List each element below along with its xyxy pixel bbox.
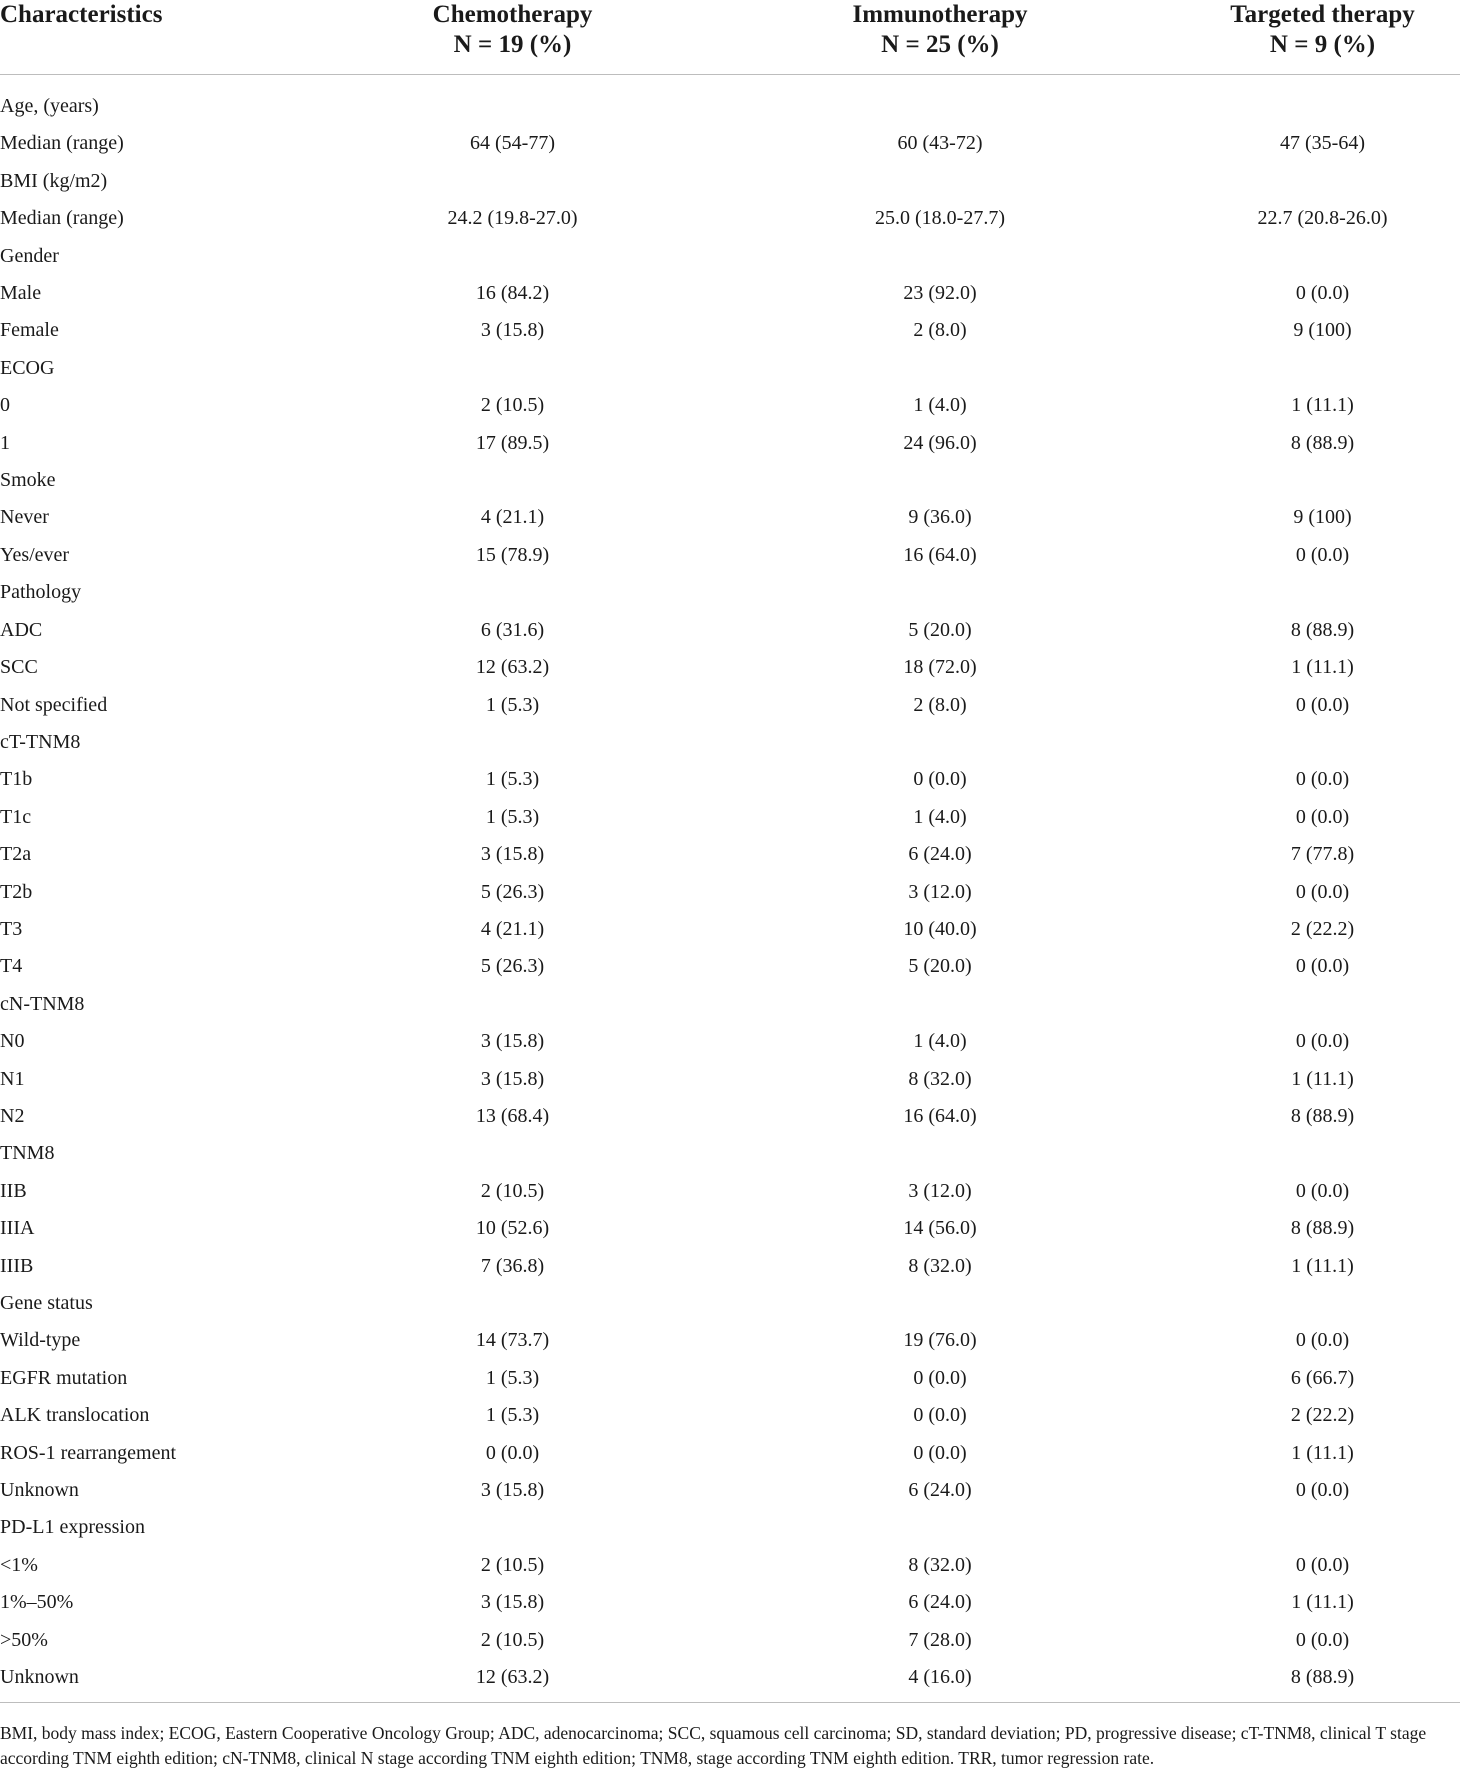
immunotherapy-value: 8 (32.0) [908, 1254, 972, 1277]
table-row [0, 1435, 1460, 1472]
table-row [0, 125, 1460, 162]
table-body [0, 75, 1460, 1703]
chemotherapy-value: 4 (21.1) [480, 917, 545, 940]
immunotherapy-value: 0 (0.0) [913, 768, 967, 791]
immunotherapy-value: 5 (20.0) [908, 618, 972, 641]
chemotherapy-value [330, 163, 695, 200]
table-row [0, 1285, 1460, 1322]
table-row [0, 275, 1460, 312]
immunotherapy-value: 8 (32.0) [908, 1067, 972, 1090]
chemotherapy-value: 64 (54-77) [470, 132, 555, 155]
chemotherapy-value [330, 75, 695, 126]
immunotherapy-value: 6 (24.0) [908, 1479, 972, 1502]
table-row [0, 1322, 1460, 1359]
table-row [0, 1397, 1460, 1434]
row-label: >50% [0, 1628, 48, 1651]
immunotherapy-value: 25.0 (18.0-27.7) [875, 207, 1005, 230]
chemotherapy-value: 15 (78.9) [475, 543, 550, 566]
row-label: cN-TNM8 [0, 992, 85, 1015]
row-label: T4 [0, 955, 23, 978]
table-row [0, 1547, 1460, 1584]
targeted-therapy-value: 8 (88.9) [1185, 1659, 1460, 1703]
immunotherapy-value [695, 462, 1185, 499]
immunotherapy-value: 6 (24.0) [908, 1591, 972, 1614]
targeted-therapy-value [1185, 75, 1460, 126]
table-row [0, 1659, 1460, 1703]
row-label: ALK translocation [0, 1404, 150, 1427]
chemotherapy-value: 4 (21.1) [480, 506, 545, 529]
immunotherapy-value: 0 (0.0) [913, 1404, 967, 1427]
row-label: Median (range) [0, 207, 124, 230]
header-targeted-therapy-count: N = 9 (%) [1269, 31, 1376, 58]
chemotherapy-value: 1 (5.3) [485, 1366, 540, 1389]
table-row [0, 986, 1460, 1023]
immunotherapy-value [695, 238, 1185, 275]
immunotherapy-value: 18 (72.0) [903, 656, 977, 679]
chemotherapy-value: 17 (89.5) [475, 431, 550, 454]
immunotherapy-value [695, 163, 1185, 200]
targeted-therapy-value [1185, 1285, 1460, 1322]
targeted-therapy-value: 2 (22.2) [1290, 1404, 1355, 1427]
header-immunotherapy-title: Immunotherapy [852, 1, 1028, 28]
targeted-therapy-value: 1 (11.1) [1291, 1441, 1354, 1464]
row-label: Male [0, 282, 42, 305]
targeted-therapy-value: 8 (88.9) [1290, 431, 1355, 454]
table-row [0, 799, 1460, 836]
table-row [0, 649, 1460, 686]
header-targeted-therapy [1185, 0, 1460, 75]
immunotherapy-value: 1 (4.0) [913, 394, 967, 417]
row-label: BMI (kg/m2) [0, 169, 108, 192]
targeted-therapy-value [1185, 350, 1460, 387]
targeted-therapy-value: 8 (88.9) [1290, 1104, 1355, 1127]
targeted-therapy-value: 9 (100) [1293, 319, 1352, 342]
row-label: T3 [0, 917, 23, 940]
row-label: Gender [0, 244, 59, 267]
header-targeted-therapy-title: Targeted therapy [1230, 1, 1415, 28]
targeted-therapy-value [1185, 574, 1460, 611]
immunotherapy-value: 16 (64.0) [903, 1104, 977, 1127]
row-label: <1% [0, 1553, 38, 1576]
targeted-therapy-value: 8 (88.9) [1290, 618, 1355, 641]
immunotherapy-value [695, 75, 1185, 126]
targeted-therapy-value: 8 (88.9) [1290, 1217, 1355, 1240]
targeted-therapy-value [1185, 163, 1460, 200]
row-label: SCC [0, 656, 38, 679]
chemotherapy-value [330, 1285, 695, 1322]
row-label: cT-TNM8 [0, 730, 81, 753]
row-label: ADC [0, 618, 43, 641]
row-label: EGFR mutation [0, 1366, 128, 1389]
row-label: IIIB [0, 1254, 34, 1277]
row-label: Age, (years) [0, 95, 99, 117]
chemotherapy-value [330, 1135, 695, 1172]
chemotherapy-value [330, 986, 695, 1023]
header-immunotherapy [695, 0, 1185, 75]
targeted-therapy-value: 6 (66.7) [1290, 1366, 1355, 1389]
row-label: N1 [0, 1067, 25, 1090]
chemotherapy-value: 1 (5.3) [485, 805, 540, 828]
chemotherapy-value: 7 (36.8) [480, 1254, 545, 1277]
table-row [0, 425, 1460, 462]
chemotherapy-value: 14 (73.7) [475, 1329, 550, 1352]
table-header [0, 0, 1460, 75]
immunotherapy-value [695, 1509, 1185, 1546]
immunotherapy-value: 9 (36.0) [908, 506, 972, 529]
row-label: Smoke [0, 469, 56, 492]
table-row [0, 537, 1460, 574]
header-chemotherapy [330, 0, 695, 75]
immunotherapy-value [695, 724, 1185, 761]
table-row [0, 874, 1460, 911]
chemotherapy-value: 24.2 (19.8-27.0) [447, 207, 578, 230]
header-row [0, 0, 1460, 75]
immunotherapy-value: 4 (16.0) [695, 1659, 1185, 1703]
targeted-therapy-value: 22.7 (20.8-26.0) [1257, 207, 1388, 230]
chemotherapy-value: 3 (15.8) [480, 1067, 545, 1090]
targeted-therapy-value: 0 (0.0) [1295, 880, 1350, 903]
immunotherapy-value: 60 (43-72) [897, 132, 983, 155]
row-label: Unknown [0, 1479, 79, 1502]
table-row [0, 1360, 1460, 1397]
row-label: TNM8 [0, 1142, 55, 1165]
row-label: 1 [0, 431, 10, 454]
chemotherapy-value: 1 (5.3) [485, 1404, 540, 1427]
immunotherapy-value: 0 (0.0) [913, 1366, 967, 1389]
row-label: Unknown [0, 1659, 330, 1703]
immunotherapy-value: 6 (24.0) [908, 843, 972, 866]
chemotherapy-value [330, 462, 695, 499]
immunotherapy-value: 2 (8.0) [913, 319, 967, 342]
row-label: T1c [0, 805, 32, 828]
row-label: Median (range) [0, 132, 124, 155]
immunotherapy-value: 1 (4.0) [913, 1030, 967, 1053]
chemotherapy-value: 2 (10.5) [480, 1628, 545, 1651]
row-label: PD-L1 expression [0, 1516, 145, 1539]
table-row [0, 387, 1460, 424]
table-row [0, 1023, 1460, 1060]
table-row [0, 1061, 1460, 1098]
targeted-therapy-value [1185, 462, 1460, 499]
targeted-therapy-value: 0 (0.0) [1295, 1553, 1350, 1576]
header-chemotherapy-count: N = 19 (%) [453, 31, 572, 58]
chemotherapy-value: 5 (26.3) [480, 880, 545, 903]
chemotherapy-value: 3 (15.8) [480, 1479, 545, 1502]
row-label: Gene status [0, 1292, 93, 1314]
chemotherapy-value: 3 (15.8) [480, 1030, 545, 1053]
table-row [0, 687, 1460, 724]
targeted-therapy-value: 47 (35-64) [1280, 132, 1365, 155]
table-row [0, 1584, 1460, 1621]
table-row [0, 1509, 1460, 1546]
table-row [0, 163, 1460, 200]
immunotherapy-value: 10 (40.0) [903, 917, 977, 940]
immunotherapy-value: 5 (20.0) [908, 955, 972, 978]
table-row [0, 1135, 1460, 1172]
targeted-therapy-value: 0 (0.0) [1295, 805, 1350, 828]
header-immunotherapy-count: N = 25 (%) [881, 31, 999, 58]
chemotherapy-value: 2 (10.5) [480, 1179, 545, 1202]
table-row [0, 200, 1460, 237]
table-row [0, 761, 1460, 798]
chemotherapy-value: 12 (63.2) [475, 656, 550, 679]
table-row [0, 499, 1460, 536]
row-label: N0 [0, 1030, 25, 1053]
targeted-therapy-value: 0 (0.0) [1295, 1628, 1350, 1651]
row-label: Female [0, 319, 59, 342]
row-label: T2b [0, 880, 33, 903]
targeted-therapy-value: 0 (0.0) [1295, 768, 1350, 791]
targeted-therapy-value [1185, 1135, 1460, 1172]
targeted-therapy-value: 0 (0.0) [1295, 1329, 1350, 1352]
immunotherapy-value: 1 (4.0) [913, 805, 967, 828]
immunotherapy-value: 8 (32.0) [908, 1553, 972, 1576]
table-footnote: BMI, body mass index; ECOG, Eastern Cooperative Oncology Group; ADC, adenocarcinoma; SCC, squamous cell carcinoma; SD, standard deviation; PD, progressive disease; cT-TNM8, clinical T stage according TNM eighth edition; cN-TNM8, clinical N stage according TNM eighth edition; TNM8, stage according TNM eighth edition. TRR, tumor regression rate. [0, 1723, 1427, 1768]
table-row [0, 574, 1460, 611]
immunotherapy-value: 3 (12.0) [908, 1179, 972, 1202]
targeted-therapy-value [1185, 724, 1460, 761]
chemotherapy-value: 3 (15.8) [480, 1591, 545, 1614]
chemotherapy-value: 1 (5.3) [485, 693, 540, 716]
targeted-therapy-value: 1 (11.1) [1291, 1591, 1354, 1614]
row-label: Never [0, 506, 49, 529]
table-row [0, 724, 1460, 761]
chemotherapy-value: 2 (10.5) [480, 394, 545, 417]
targeted-therapy-value [1185, 1509, 1460, 1546]
table-row [0, 1173, 1460, 1210]
chemotherapy-value: 2 (10.5) [480, 1553, 545, 1576]
targeted-therapy-value: 1 (11.1) [1291, 656, 1354, 679]
row-label: IIIA [0, 1217, 35, 1240]
targeted-therapy-value: 9 (100) [1293, 506, 1352, 529]
immunotherapy-value [695, 350, 1185, 387]
targeted-therapy-value: 7 (77.8) [1290, 843, 1355, 866]
table-row [0, 1248, 1460, 1285]
row-label: T2a [0, 843, 32, 866]
immunotherapy-value: 7 (28.0) [908, 1628, 972, 1651]
header-characteristics [0, 0, 330, 75]
immunotherapy-value: 24 (96.0) [903, 431, 977, 454]
targeted-therapy-value: 0 (0.0) [1295, 543, 1350, 566]
table-row [0, 350, 1460, 387]
immunotherapy-value: 23 (92.0) [903, 282, 977, 305]
chemotherapy-value: 3 (15.8) [480, 843, 545, 866]
targeted-therapy-value: 1 (11.1) [1291, 394, 1354, 417]
chemotherapy-value: 1 (5.3) [485, 768, 540, 791]
table-row [0, 238, 1460, 275]
row-label: ROS-1 rearrangement [0, 1441, 177, 1464]
immunotherapy-value: 3 (12.0) [908, 880, 972, 903]
table-row [0, 1472, 1460, 1509]
row-label: Wild-type [0, 1329, 81, 1352]
row-label: IIB [0, 1179, 27, 1202]
immunotherapy-value: 19 (76.0) [903, 1329, 977, 1352]
table-row [0, 836, 1460, 873]
row-label: 1%–50% [0, 1591, 74, 1614]
targeted-therapy-value: 0 (0.0) [1295, 693, 1350, 716]
row-label: Not specified [0, 693, 108, 716]
immunotherapy-value [695, 1285, 1185, 1322]
table-row [0, 312, 1460, 349]
targeted-therapy-value: 0 (0.0) [1295, 282, 1350, 305]
row-label: Pathology [0, 581, 82, 604]
chemotherapy-value [330, 238, 695, 275]
table-row [0, 948, 1460, 985]
row-label: Yes/ever [0, 543, 70, 566]
targeted-therapy-value: 1 (11.1) [1291, 1067, 1354, 1090]
chemotherapy-value: 3 (15.8) [480, 319, 545, 342]
table-row [0, 911, 1460, 948]
row-label: ECOG [0, 356, 55, 379]
targeted-therapy-value: 0 (0.0) [1295, 1479, 1350, 1502]
immunotherapy-value [695, 574, 1185, 611]
targeted-therapy-value: 0 (0.0) [1295, 1030, 1350, 1053]
chemotherapy-value [330, 574, 695, 611]
row-label: T1b [0, 768, 33, 791]
targeted-therapy-value: 2 (22.2) [1290, 917, 1355, 940]
table-row [0, 75, 1460, 126]
chemotherapy-value [330, 1509, 695, 1546]
table-row [0, 462, 1460, 499]
immunotherapy-value: 14 (56.0) [903, 1217, 977, 1240]
chemotherapy-value [330, 724, 695, 761]
chemotherapy-value: 6 (31.6) [480, 618, 545, 641]
chemotherapy-value: 12 (63.2) [330, 1659, 695, 1703]
chemotherapy-value: 16 (84.2) [475, 282, 550, 305]
targeted-therapy-value: 1 (11.1) [1291, 1254, 1354, 1277]
chemotherapy-value: 5 (26.3) [480, 955, 545, 978]
chemotherapy-value: 10 (52.6) [475, 1217, 550, 1240]
table-row [0, 1210, 1460, 1247]
immunotherapy-value [695, 1135, 1185, 1172]
chemotherapy-value: 13 (68.4) [475, 1104, 550, 1127]
table-row [0, 612, 1460, 649]
row-label: 0 [0, 394, 10, 417]
header-chemotherapy-title: Chemotherapy [432, 1, 593, 28]
targeted-therapy-value: 0 (0.0) [1295, 955, 1350, 978]
targeted-therapy-value [1185, 986, 1460, 1023]
immunotherapy-value: 2 (8.0) [913, 693, 967, 716]
header-characteristics-label: Characteristics [0, 1, 163, 28]
targeted-therapy-value: 0 (0.0) [1295, 1179, 1350, 1202]
chemotherapy-value: 0 (0.0) [485, 1441, 540, 1464]
table-row [0, 1098, 1460, 1135]
row-label: N2 [0, 1104, 25, 1127]
immunotherapy-value [695, 986, 1185, 1023]
targeted-therapy-value [1185, 238, 1460, 275]
immunotherapy-value: 16 (64.0) [903, 543, 977, 566]
table-row [0, 1622, 1460, 1659]
chemotherapy-value [330, 350, 695, 387]
immunotherapy-value: 0 (0.0) [913, 1441, 967, 1464]
